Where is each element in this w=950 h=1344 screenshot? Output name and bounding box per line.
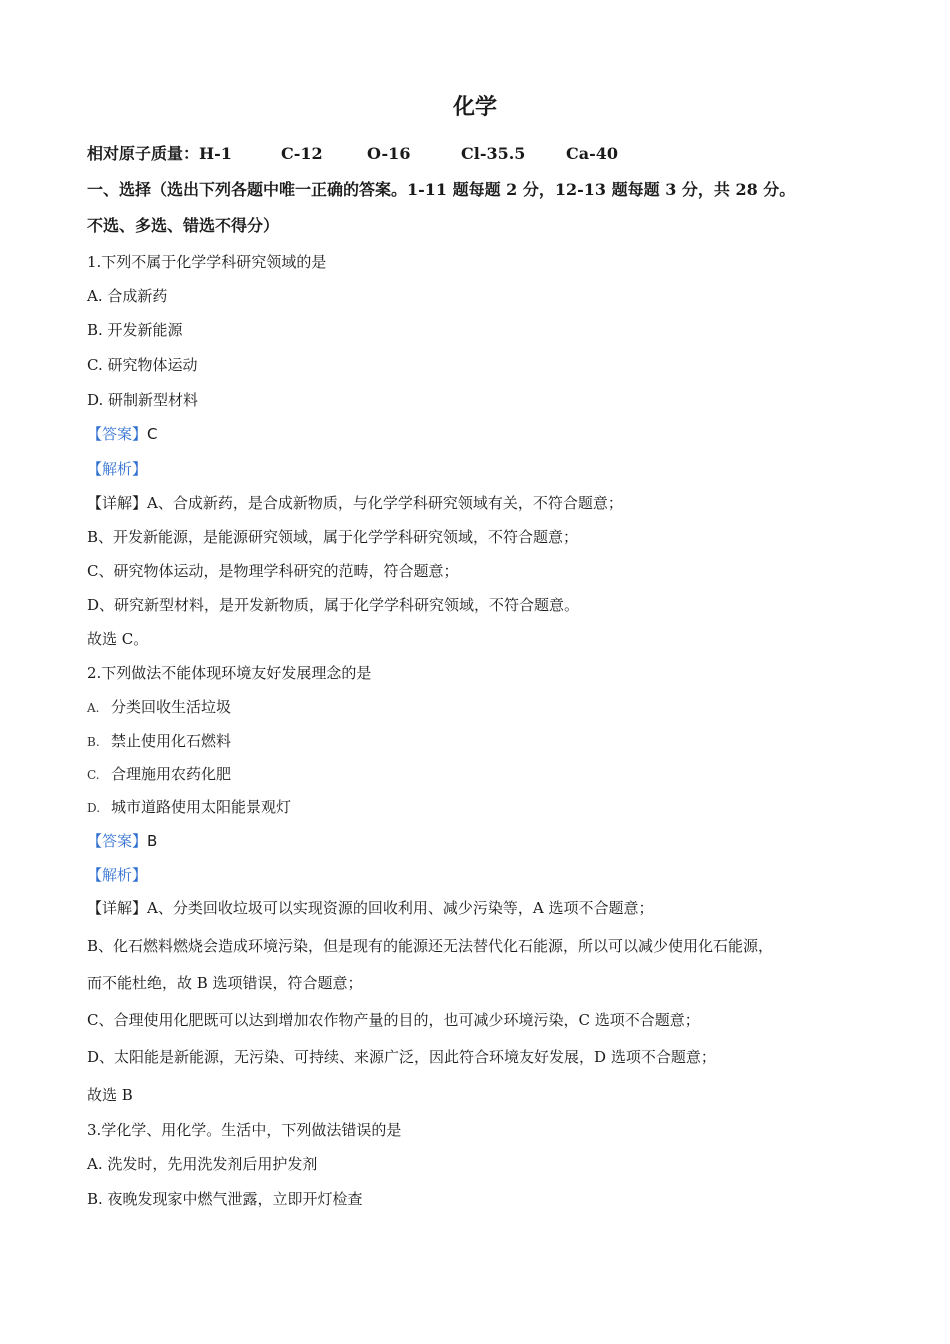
q1-conclusion: 故选 C。: [87, 630, 149, 648]
detail-tag: 【详解】: [87, 899, 148, 917]
q2-conclusion: 故选 B: [87, 1086, 133, 1104]
atomic-mass-line: [87, 144, 618, 164]
q1-option-b: B. 开发新能源: [87, 321, 183, 339]
q1-stem: 1.下列不属于化学学科研究领域的是: [87, 253, 327, 271]
option-text: 禁止使用化石燃料: [111, 732, 232, 750]
answer-tag: 【答案】: [87, 832, 148, 850]
option-letter: C.: [87, 768, 100, 782]
q2-stem: 2.下列做法不能体现环境友好发展理念的是: [87, 664, 372, 682]
atomic-mass-item: O-16: [367, 144, 411, 163]
section-heading-line1: 一、选择（选出下列各题中唯一正确的答案。1-11 题每题 2 分，12-13 题每题 3 分，共 28 分。: [87, 180, 796, 199]
q2-answer-line: [87, 831, 157, 851]
q1-detail-3: C、研究物体运动，是物理学科研究的范畴，符合题意；: [87, 562, 459, 580]
atomic-mass-item: H-1: [199, 144, 232, 163]
q1-answer-line: [87, 424, 158, 444]
q1-answer: C: [147, 425, 158, 443]
q3-option-b: B. 夜晚发现家中燃气泄露，立即开灯检查: [87, 1190, 363, 1208]
q1-detail-4: D、研究新型材料，是开发新物质，属于化学学科研究领域，不符合题意。: [87, 596, 580, 614]
atomic-mass-item: C-12: [281, 144, 323, 163]
q2-detail-5: D、太阳能是新能源，无污染、可持续、来源广泛，因此符合环境友好发展，D 选项不合题意；: [87, 1048, 716, 1066]
q1-option-d: D. 研制新型材料: [87, 391, 199, 409]
q1-detail-text: A、合成新药，是合成新物质，与化学学科研究领域有关，不符合题意；: [147, 494, 623, 512]
q2-answer: B: [147, 832, 158, 850]
answer-tag: 【答案】: [87, 425, 148, 443]
section-heading-line2: 不选、多选、错选不得分）: [87, 216, 280, 235]
q2-detail-text: A、分类回收垃圾可以实现资源的回收利用、减少污染等，A 选项不合题意；: [147, 899, 654, 917]
q2-detail-3: 而不能杜绝，故 B 选项错误，符合题意；: [87, 974, 363, 992]
q2-analysis-tag: 【解析】: [87, 866, 148, 884]
q1-option-a: A. 合成新药: [87, 287, 168, 305]
detail-tag: 【详解】: [87, 494, 148, 512]
q2-detail-1: [87, 898, 653, 918]
atomic-mass-label: 相对原子质量：: [87, 144, 200, 163]
q1-option-c: C. 研究物体运动: [87, 356, 198, 374]
q2-detail-2: B、化石燃料燃烧会造成环境污染，但是现有的能源还无法替代化石能源，所以可以减少使用化石能源，: [87, 937, 774, 955]
q2-option-c: [87, 764, 231, 785]
q2-option-a: [87, 697, 231, 718]
atomic-mass-item: Ca-40: [566, 144, 619, 163]
option-text: 城市道路使用太阳能景观灯: [111, 798, 292, 816]
q2-detail-4: C、合理使用化肥既可以达到增加农作物产量的目的，也可减少环境污染，C 选项不合题意；: [87, 1011, 700, 1029]
option-letter: D.: [87, 801, 101, 815]
option-text: 分类回收生活垃圾: [111, 698, 232, 716]
q1-analysis-tag: 【解析】: [87, 460, 148, 478]
q3-stem: 3.学化学、用化学。生活中，下列做法错误的是: [87, 1121, 402, 1139]
atomic-mass-item: Cl-35.5: [461, 144, 526, 163]
option-text: 合理施用农药化肥: [111, 765, 232, 783]
q3-option-a: A. 洗发时，先用洗发剂后用护发剂: [87, 1155, 318, 1173]
q1-detail-2: B、开发新能源，是能源研究领域，属于化学学科研究领域，不符合题意；: [87, 528, 579, 546]
q2-option-d: [87, 797, 291, 818]
q1-detail-1: [87, 493, 623, 513]
page-title: 化学: [452, 94, 497, 120]
option-letter: B.: [87, 735, 100, 749]
option-letter: A.: [87, 701, 100, 715]
q2-option-b: [87, 731, 231, 752]
